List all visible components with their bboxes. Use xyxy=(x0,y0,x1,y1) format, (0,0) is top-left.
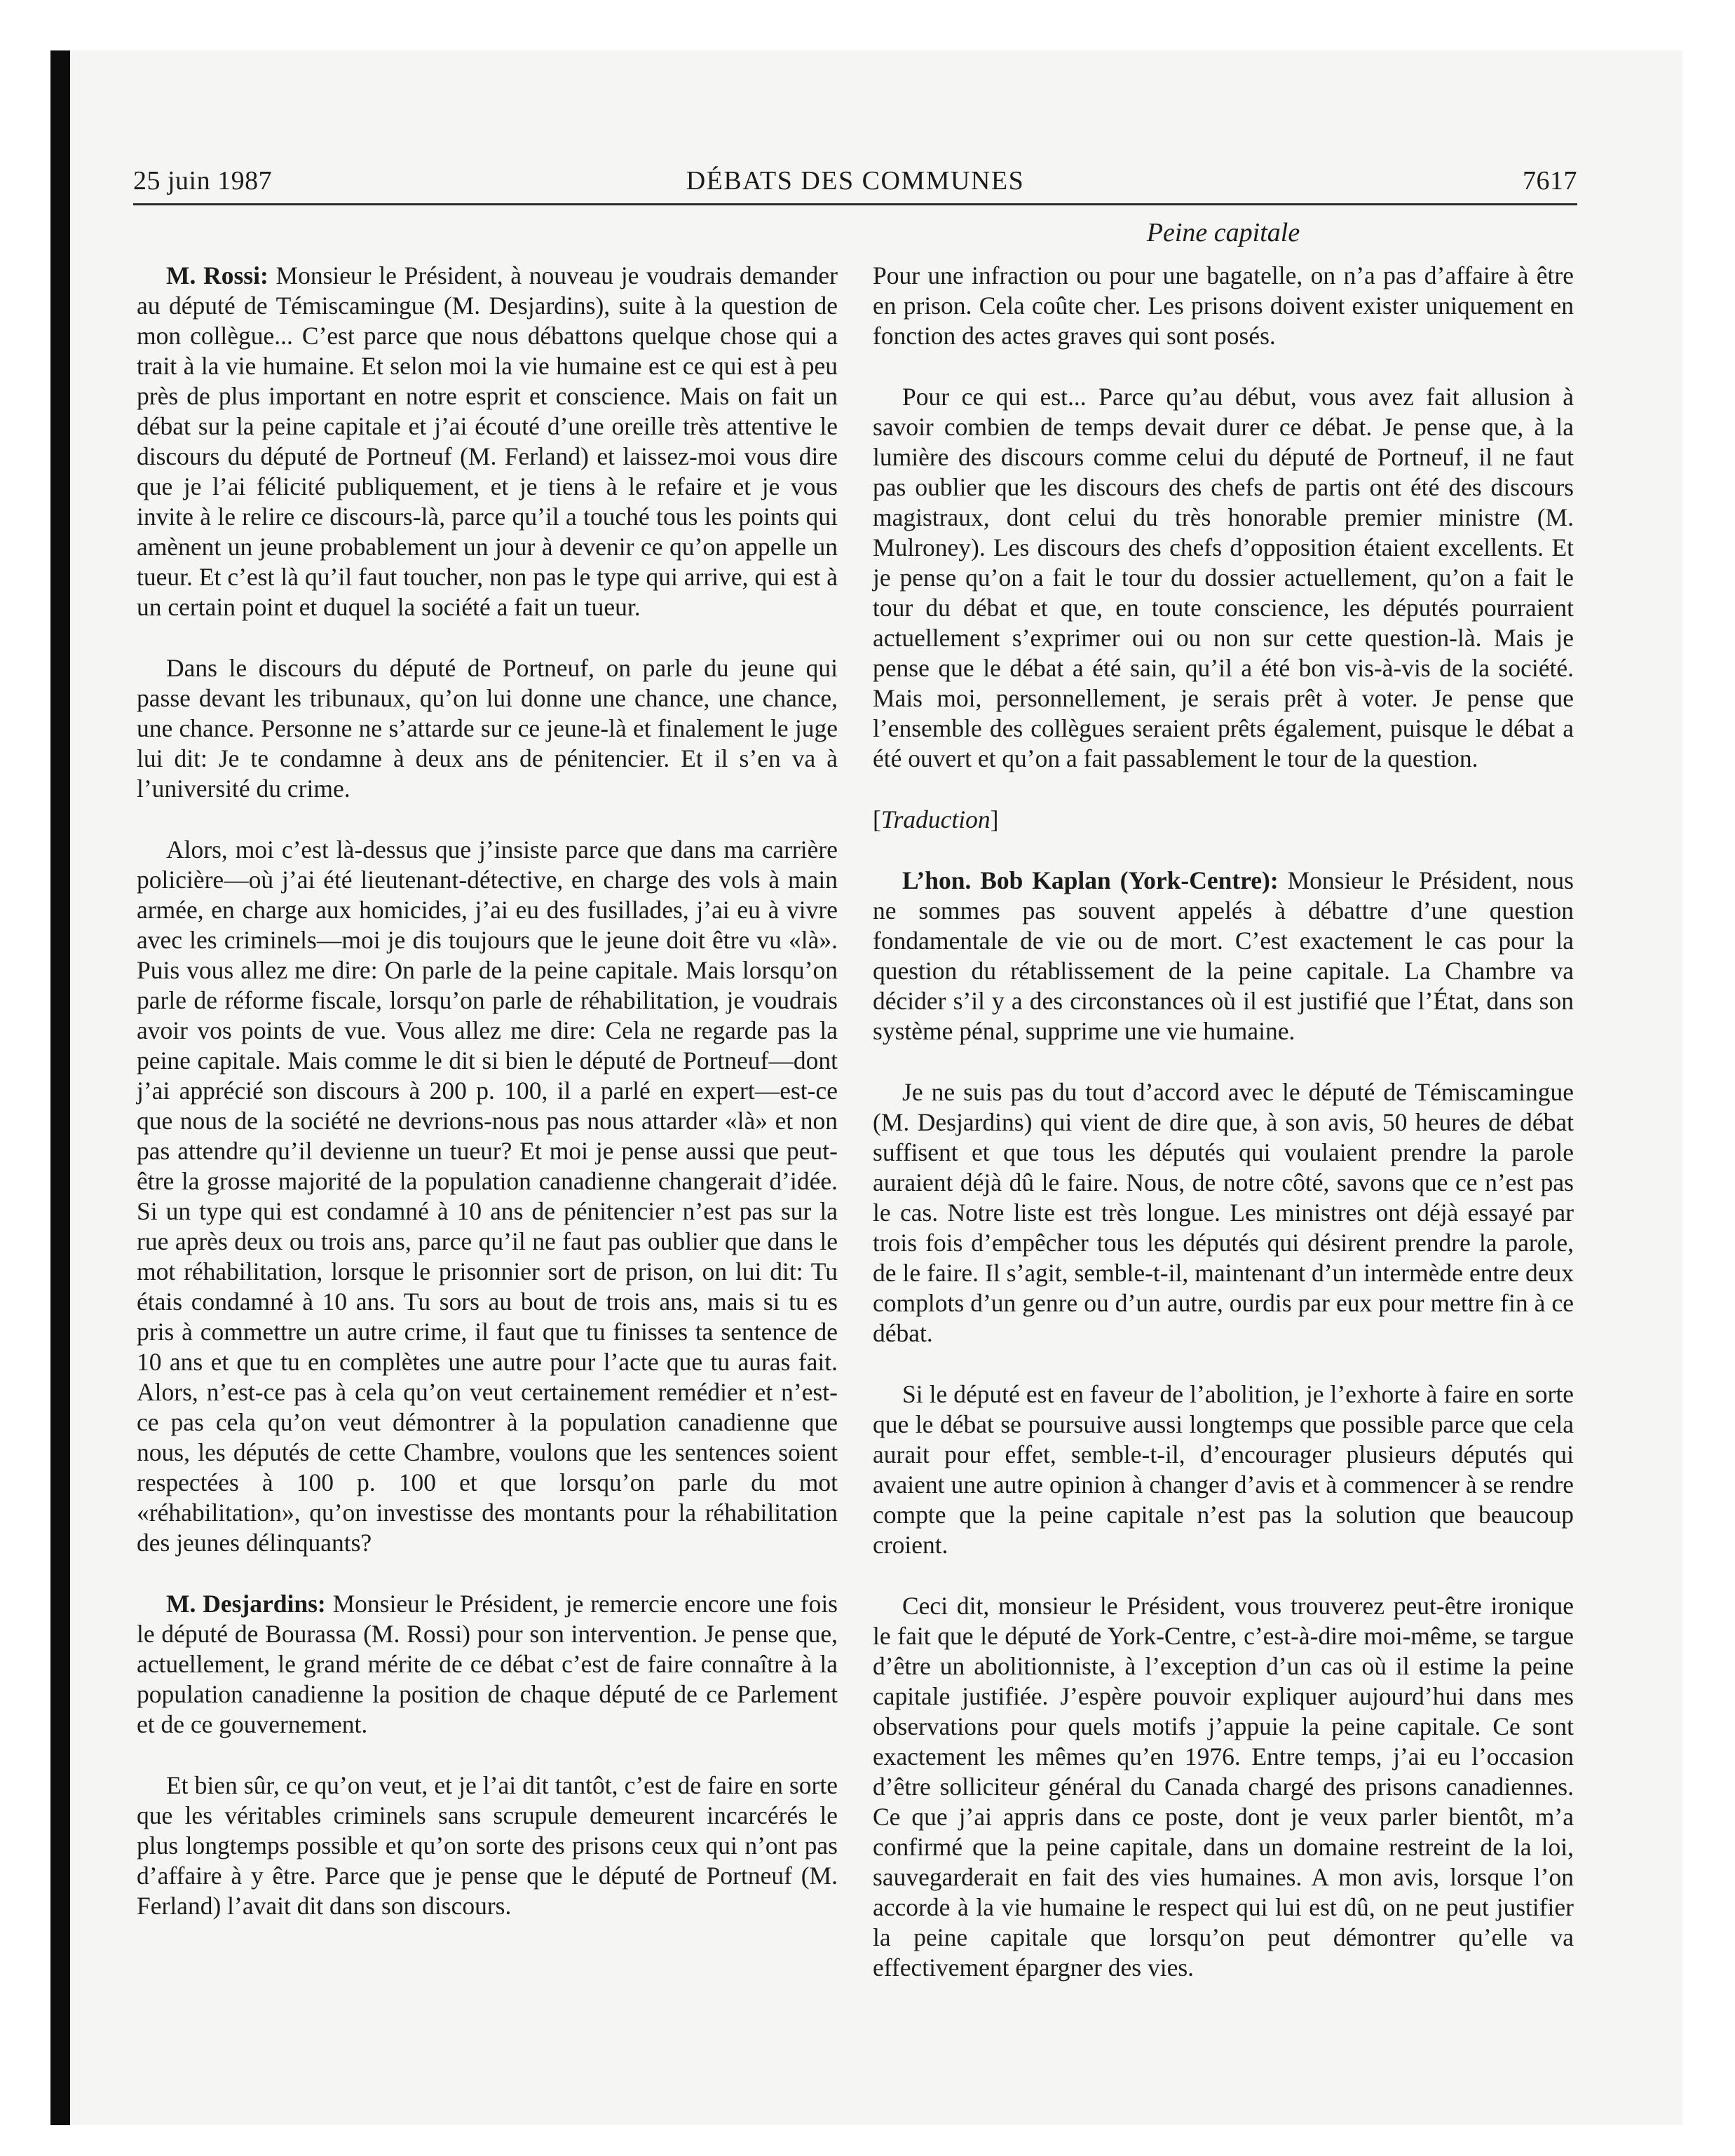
right-column xyxy=(873,261,1574,2014)
paragraph-text: Pour une infraction ou pour une bagatelle, on n’a pas d’affaire à être en prison. Cela coûte cher. Les prisons doivent exister uniquement en fonction des actes graves qui sont posés. xyxy=(873,261,1574,350)
paragraph-text: Si le député est en faveur de l’abolition, je l’exhorte à faire en sorte que le débat se poursuive aussi longtemps que possible parce que cela aurait pour effet, semble-t-il, d’encourager plusieurs députés qui avaient une autre opinion à changer d’avis et à commencer à se rendre compte que la peine capitale n’est pas la solution que beaucoup croient. xyxy=(873,1380,1574,1559)
header-title: DÉBATS DES COMMUNES xyxy=(686,166,1025,196)
paragraph xyxy=(137,261,838,622)
translation-tag: [Traduction] xyxy=(873,805,999,833)
paragraph-text: Monsieur le Président, je remercie encore une fois le député de Bourassa (M. Rossi) pour son intervention. Je pense que, actuellement, le grand mérite de ce débat c’est de faire connaître à la population canadienne la position de chaque député de ce Parlement et de ce gouvernement. xyxy=(137,1590,838,1738)
paragraph-text: Et bien sûr, ce qu’on veut, et je l’ai dit tantôt, c’est de faire en sorte que les véritables criminels sans scrupule demeurent incarcérés le plus longtemps possible et qu’on sorte des prisons ceux qui n’ont pas d’affaire à y être. Parce que je pense que le député de Portneuf (M. Ferland) l’avait dit dans son discours. xyxy=(137,1771,838,1920)
paragraph-text: Je ne suis pas du tout d’accord avec le député de Témiscamingue (M. Desjardins) qui vient de dire que, à son avis, 50 heures de débat suffisent et que tous les députés qui voulaient prendre la parole auraient déjà dû le faire. Nous, de notre côté, savons que ce n’est pas le cas. Notre liste est très longue. Les ministres ont déjà essayé par trois fois d’empêcher tous les députés qui désirent prendre la parole, de le faire. Il s’agit, semble-t-il, maintenant d’un intermède entre deux complots d’un genre ou d’un autre, ourdis par eux pour mettre fin à ce débat. xyxy=(873,1078,1574,1347)
speaker-name: M. Desjardins: xyxy=(166,1590,326,1618)
section-subject: Peine capitale xyxy=(1146,218,1300,247)
paragraph xyxy=(873,1379,1574,1560)
paragraph-text: Ceci dit, monsieur le Président, vous trouverez peut-être ironique le fait que le député de York-Centre, c’est-à-dire moi-même, se targue d’être un abolitionniste, à l’exception d’un cas où il estime la peine capitale justifiée. J’espère pouvoir expliquer aujourd’hui dans mes observations pour quels motifs j’appuie la peine capitale. Ce sont exactement les mêmes qu’en 1976. Entre temps, j’ai eu l’occasion d’être solliciteur général du Canada chargé des prisons canadiennes. Ce que j’ai appris dans ce poste, dont je veux parler bientôt, m’a confirmé que la peine capitale, dans un domaine restreint de la loi, sauvegarderait en fait des vies humaines. A mon avis, lorsque l’on accorde à la vie humaine le respect qui lui est dû, on ne peut justifier la peine capitale que lorsqu’on peut démontrer qu’elle va effectivement épargner des vies. xyxy=(873,1592,1574,1981)
paragraph-text: Alors, moi c’est là-dessus que j’insiste parce que dans ma carrière policière—où j’ai été lieutenant-détective, en charge des vols à main armée, en charge aux homicides, j’ai eu des fusillades, j’ai eu à vivre avec les criminels—moi je dis toujours que le jeune doit être vu «là». Puis vous allez me dire: On parle de la peine capitale. Mais lorsqu’on parle de réforme fiscale, lorsqu’on parle de réhabilitation, je voudrais avoir vos points de vue. Vous allez me dire: Cela ne regarde pas la peine capitale. Mais comme le dit si bien le député de Portneuf—dont j’ai apprécié son discours à 200 p. 100, il a parlé en expert—est-ce que nous de la société ne devrions-nous pas nous attarder «là» et non pas attendre qu’il devienne un tueur? Et moi je pense aussi que peut-être la grosse majorité de la population canadienne changerait d’idée. Si un type qui est condamné à 10 ans de pénitencier n’est pas sur la rue après deux ou trois ans, parce qu’il ne faut pas oublier que dans le mot réhabilitation, lorsque le prisonnier sort de prison, on lui dit: Tu étais condamné à 10 ans. Tu sors au bout de trois ans, mais si tu es pris à commettre un autre crime, il faut que tu finisses ta sentence de 10 ans et que tu en complètes une autre pour l’acte que tu auras fait. Alors, n’est-ce pas à cela qu’on veut certainement remédier et n’est-ce pas cela qu’on veut démontrer à la population canadienne que nous, les députés de cette Chambre, voulons que les sentences soient respectées à 100 p. 100 et que lorsqu’on parle du mot «réhabilitation», qu’on investisse des montants pour la réhabilitation des jeunes délinquants? xyxy=(137,835,838,1557)
paragraph-text: Monsieur le Président, nous ne sommes pas souvent appelés à débattre d’une question fondamentale de vie ou de mort. C’est exactement le cas pour la question du rétablissement de la peine capitale. La Chambre va décider s’il y a des circonstances où il est justifié que l’État, dans son système pénal, supprime une vie humaine. xyxy=(873,866,1574,1045)
translation-tag-text: Traduction xyxy=(880,805,991,833)
paragraph xyxy=(137,653,838,804)
paragraph-text: Dans le discours du député de Portneuf, on parle du jeune qui passe devant les tribunaux, qu’on lui donne une chance, une chance, une chance. Personne ne s’attarde sur ce jeune-là et finalement le juge lui dit: Je te condamne à deux ans de pénitencier. Et il s’en va à l’université du crime. xyxy=(137,654,838,803)
paragraph-text: Monsieur le Président, à nouveau je voudrais demander au député de Témiscamingue (M. Desjardins), suite à la question de mon collègue... C’est parce que nous débattons quelque chose qui a trait à la vie humaine. Et selon moi la vie humaine est ce qui est à peu près de plus important en notre esprit et conscience. Mais on fait un débat sur la peine capitale et j’ai écouté d’une oreille très attentive le discours du député de Portneuf (M. Ferland) et laissez-moi vous dire que je l’ai félicité publiquement, et je tiens à le refaire et je vous invite à le relire ce discours-là, parce qu’il a touché tous les points qui amènent un jeune probablement un jour à devenir ce qu’on appelle un tueur. Et c’est là qu’il faut toucher, non pas le type qui arrive, qui est à un certain point et duquel la société a fait un tueur. xyxy=(137,261,838,621)
paragraph xyxy=(137,835,838,1558)
paragraph xyxy=(873,866,1574,1046)
header-page-number: 7617 xyxy=(1523,166,1577,196)
scan-edge-shadow xyxy=(50,50,70,2125)
speaker-name: M. Rossi: xyxy=(166,261,268,289)
left-column xyxy=(137,261,838,1952)
paragraph xyxy=(873,261,1574,351)
paragraph xyxy=(873,382,1574,774)
paragraph xyxy=(873,1077,1574,1349)
paragraph xyxy=(137,1770,838,1921)
paragraph xyxy=(137,1589,838,1740)
paragraph-text: Pour ce qui est... Parce qu’au début, vous avez fait allusion à savoir combien de temps devait durer ce débat. Je pense que, à la lumière des discours comme celui du député de Portneuf, il ne faut pas oublier que les discours des chefs de partis ont été des discours magistraux, dont celui du très honorable premier ministre (M. Mulroney). Les discours des chefs d’opposition étaient excellents. Et je pense qu’on a fait le tour du dossier actuellement, qu’on a fait le tour du débat et que, en toute conscience, les députés pourraient actuellement s’exprimer oui ou non sur cette question-là. Mais je pense que le débat a été sain, qu’il a été bon vis-à-vis de la société. Mais moi, personnellement, je serais prêt à voter. Je pense que l’ensemble des collègues seraient prêts également, puisque le débat a été ouvert et qu’on a fait passablement le tour de la question. xyxy=(873,383,1574,772)
header-date: 25 juin 1987 xyxy=(133,166,273,196)
paragraph xyxy=(873,1591,1574,1983)
speaker-name: L’hon. Bob Kaplan (York-Centre): xyxy=(902,866,1279,894)
running-header xyxy=(133,161,1577,205)
